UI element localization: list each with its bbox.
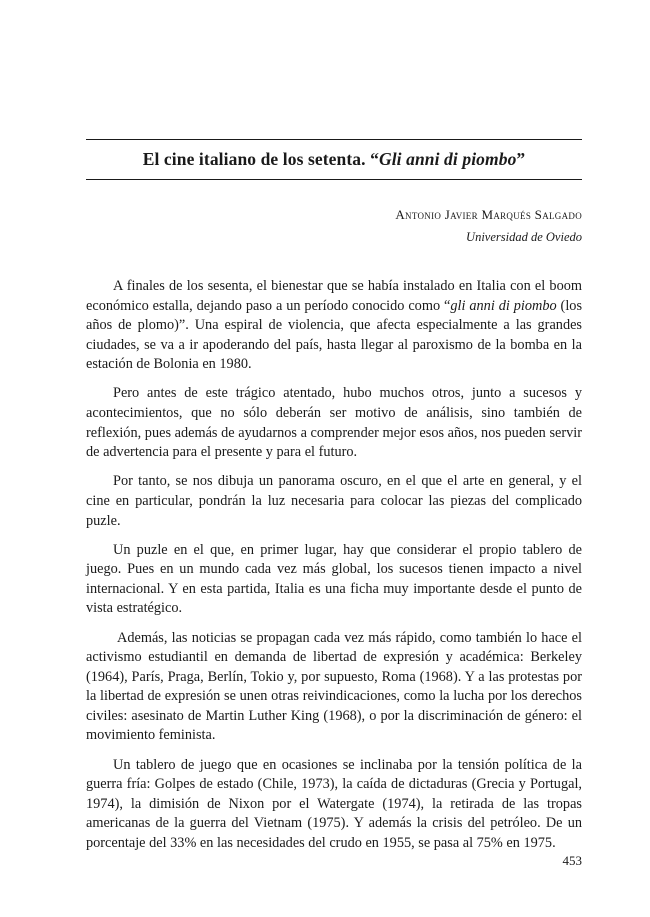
page-number: 453 — [562, 853, 582, 868]
author-name: Antonio Javier Marqués Salgado — [395, 207, 582, 222]
author-affiliation: Universidad de Oviedo — [466, 230, 582, 244]
article-title-main: El cine italiano de los setenta. “ — [142, 149, 379, 169]
article-title — [86, 140, 582, 179]
paragraph-6: Un tablero de juego que en ocasiones se inclinaba por la tensión política de la guerra fría: Golpes de estado (Chile, 1973), la caída de dictaduras (Grecia y Portugal, 1974), la dimisión de Nixon por el Watergate (1974), la retirada de las tropas americanas de la guerra del Vietnam (1975). Y además la crisis del petróleo. De un porcentaje del 33% en las necesidades del crudo en 1955, se pasa al 75% en 1975. — [86, 756, 582, 851]
paragraph-1-part-a: A finales de los sesenta, el bienestar que se había instalado en Italia con el boom económico estalla, dejando paso a un período conocido como “ — [86, 278, 582, 314]
article-title-italic: Gli anni di piombo — [378, 149, 517, 169]
article-title-end: ” — [516, 149, 526, 169]
article-body — [86, 277, 582, 863]
paragraph-1 — [86, 277, 582, 375]
paragraph-1-part-b: (los años de plomo)”. Una espiral de violencia, que afecta especialmente a las grandes ciudades, se va a ir apoderando del país, hasta llegar al paroxismo de la bomba en la estación de Bolonia en 1980. — [86, 297, 583, 373]
paragraph-1-italic: gli anni di piombo — [450, 297, 557, 314]
title-bottom-rule — [86, 179, 582, 180]
paragraph-2: Pero antes de este trágico atentado, hubo muchos otros, junto a sucesos y acontecimientos, que no sólo deberán ser motivo de análisis, sino también de reflexión, pues además de ayudarnos a comprender mejor esos años, nos pueden servir de advertencia para el presente y para el futuro. — [86, 385, 582, 461]
paragraph-3: Por tanto, se nos dibuja un panorama oscuro, en el que el arte en general, y el cine en particular, pondrán la luz necesaria para colocar las piezas del complicado puzle. — [86, 473, 582, 529]
paragraph-5: Además, las noticias se propagan cada vez más rápido, como también lo hace el activismo estudiantil en demanda de libertad de expresión y académica: Berkeley (1964), París, Praga, Berlín, Tokio y, por supuesto, Roma (1968). Y a las protestas por la libertad de expresión se unen otras reivindicaciones, como la lucha por los derechos civiles: asesinato de Martin Luther King (1968), o por la discriminación de género: el movimiento feminista. — [86, 629, 582, 744]
title-block — [86, 139, 582, 180]
paragraph-4: Un puzle en el que, en primer lugar, hay que considerar el propio tablero de juego. Pues en un mundo cada vez más global, los sucesos tienen impacto a nivel internacional. Y en esta partida, Italia es una ficha muy importante desde el punto de vista estratégico. — [86, 541, 582, 617]
author-block — [395, 206, 582, 246]
